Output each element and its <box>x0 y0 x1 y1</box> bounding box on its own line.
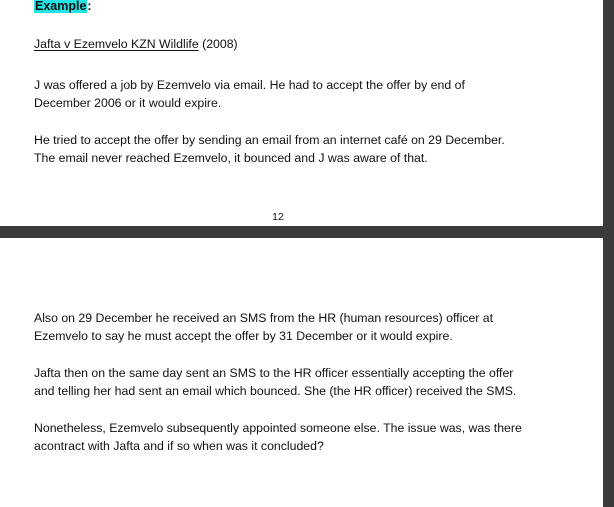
case-citation <box>34 36 238 52</box>
paragraph-sms-acceptance: Jafta then on the same day sent an SMS to the HR officer essentially accepting the offer and telling her had sent an email which bounced. She (the HR officer) received the SMS. <box>34 366 517 399</box>
page-edge <box>603 0 614 226</box>
case-name: Jafta v Ezemvelo KZN Wildlife <box>34 37 199 51</box>
paragraph-issue: Nonetheless, Ezemvelo subsequently appointed someone else. The issue was, was there acontract with Jafta and if so when was it concluded? <box>34 421 522 454</box>
example-heading-colon: : <box>87 0 92 13</box>
example-heading <box>34 0 92 14</box>
paragraph-sms-received: Also on 29 December he received an SMS from the HR (human resources) officer at Ezemvelo to say he must accept the offer by 31 December or it would expire. <box>34 311 494 344</box>
page-number: 12 <box>272 211 284 223</box>
paragraph-email-bounced: He tried to accept the offer by sending an email from an internet café on 29 December. The email never reached Ezemvelo, it bounced and J was aware of that. <box>34 133 505 166</box>
paragraph-job-offer: J was offered a job by Ezemvelo via email. He had to accept the offer by end of December 2006 or it would expire. <box>34 78 465 111</box>
document-page-13 <box>0 238 603 507</box>
case-year: (2008) <box>198 37 238 51</box>
document-page-12 <box>0 0 603 226</box>
page-edge <box>603 238 614 507</box>
example-heading-highlighted: Example <box>35 0 87 13</box>
